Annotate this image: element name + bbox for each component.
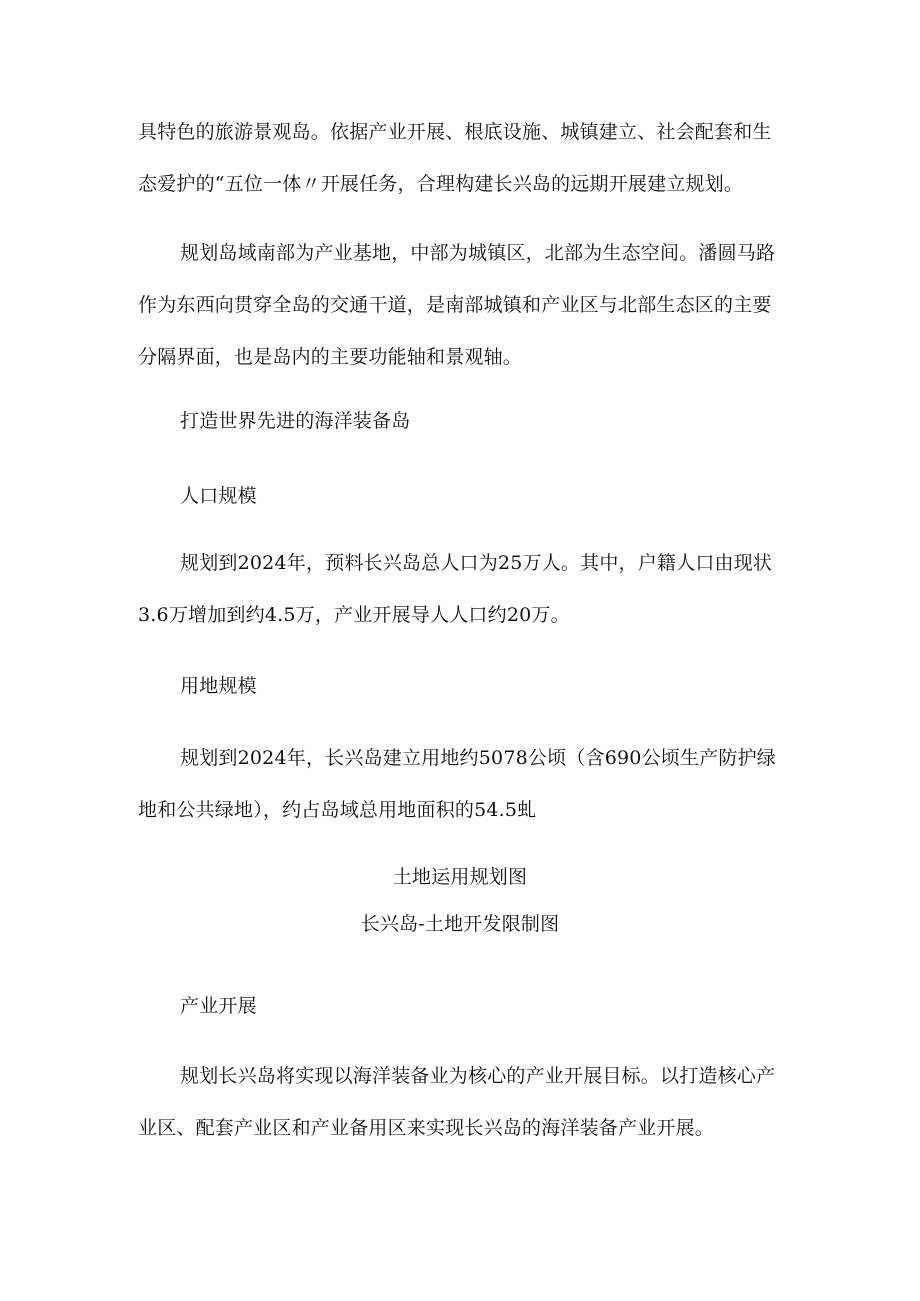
paragraph-land-use: 规划到2024年，长兴岛建立用地约5078公顷（含690公顷生产防护绿地和公共绿地），约占岛域总用地面积的54.5虬 [138,747,776,821]
paragraph-five-in-one: 具特色的旅游景观岛。依据产业开展、根底设施、城镇建立、社会配套和生态爱护的“五位一体〃开展任务，合理构建长兴岛的远期开展建立规划。 [138,121,772,195]
paragraph-industry: 规划长兴岛将实现以海洋装备业为核心的产业开展目标。以打造核心产业区、配套产业区和产业备用区来实现长兴岛的海洋装备产业开展。 [138,1065,776,1139]
heading-land-scale: 用地规模 [180,675,257,697]
heading-population-scale: 人口规模 [180,485,257,507]
paragraph-spatial-layout: 规划岛域南部为产业基地，中部为城镇区，北部为生态空间。潘圆马路作为东西向贯穿全岛的交通干道，是南部城镇和产业区与北部生态区的主要分隔界面，也是岛内的主要功能轴和景观轴。 [138,242,776,368]
heading-marine-equipment-island: 打造世界先进的海洋装备岛 [180,410,411,432]
caption-development-restriction: 长兴岛-土地开发限制图 [360,913,560,935]
paragraph-population: 规划到2024年，预料长兴岛总人口为25万人。其中，户籍人口由现状3.6万增加到约4.5万，产业开展导人人口约20万。 [138,552,773,626]
heading-industry-development: 产业开展 [180,995,257,1017]
caption-land-use-plan: 土地运用规划图 [392,866,528,888]
